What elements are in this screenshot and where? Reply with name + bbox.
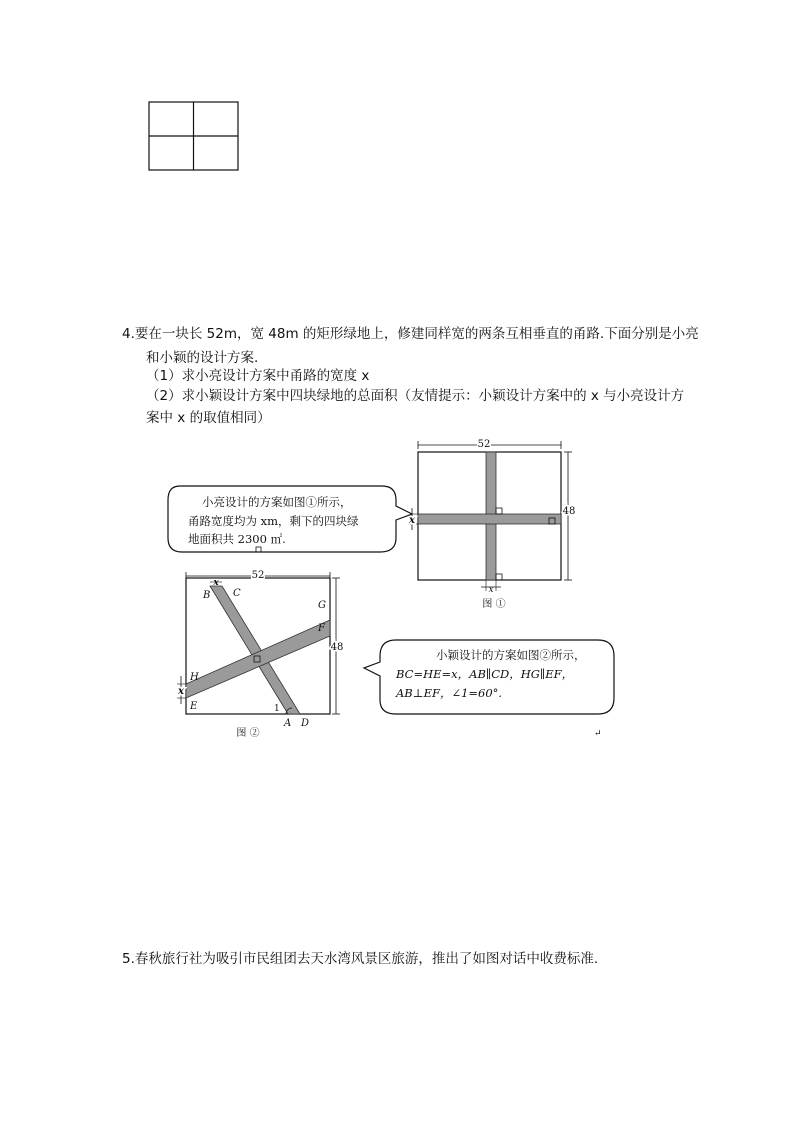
bubble1-line1: 小亮设计的方案如图①所示， [202, 495, 352, 509]
point-one: 1 [274, 704, 280, 714]
q4-line2: 和小颖的设计方案. [146, 350, 259, 366]
q4-part2-line1: （2）求小颖设计方案中四块绿地的总面积（友情提示：小颖设计方案中的 x 与小亮设计方 [146, 388, 685, 404]
road-design-figure [150, 436, 620, 746]
fig2-x-top-label: x [213, 578, 219, 588]
point-d: D [301, 718, 310, 729]
bubble2-line1: 小颖设计的方案如图②所示， [436, 648, 586, 662]
point-g: G [318, 600, 326, 611]
fig1-horizontal-road [418, 514, 561, 524]
figure-1 [408, 439, 575, 610]
bubble-1 [168, 486, 412, 552]
fig1-x-left-label: x [409, 515, 415, 526]
figure-2 [177, 570, 343, 739]
q4-part2-line2: 案中 x 的取值相同） [146, 410, 271, 426]
fig1-x-bottom-label: x [488, 585, 494, 595]
point-f: F [318, 623, 325, 634]
point-e: E [190, 701, 198, 712]
q4-part1: （1）求小亮设计方案中甬路的宽度 x [146, 368, 370, 384]
bubble2-line2: BC=HE=x，AB∥CD，HG∥EF， [396, 667, 574, 681]
point-c: C [233, 588, 241, 599]
fig2-x-left-label: x [178, 686, 184, 697]
bubble-2 [364, 640, 614, 714]
fig2-width-label: 52 [251, 570, 265, 581]
bubble1-line3: 地面积共 2300 ㎡. [188, 532, 286, 546]
point-b: B [203, 590, 211, 601]
grid-2x2-figure [146, 99, 242, 173]
bubble1-line2: 甬路宽度均为 xm，剩下的四块绿 [188, 514, 359, 528]
fig2-height-label: 48 [330, 642, 344, 653]
bubble2-line3: AB⊥EF，∠1=60°. [396, 686, 503, 700]
fig1-height-label: 48 [562, 506, 576, 517]
fig1-caption: 图 ① [482, 599, 506, 610]
point-a: A [284, 718, 292, 729]
point-h: H [190, 672, 199, 683]
q5-text: 5.春秋旅行社为吸引市民组团去天水湾风景区旅游，推出了如图对话中收费标准. [122, 951, 599, 967]
q4-line1: 4.要在一块长 52m，宽 48m 的矩形绿地上，修建同样宽的两条互相垂直的甬路.下面分别是小亮 [122, 326, 699, 342]
return-mark: ↵ [594, 729, 602, 739]
fig2-caption: 图 ② [236, 728, 260, 739]
fig1-width-label: 52 [477, 439, 491, 450]
